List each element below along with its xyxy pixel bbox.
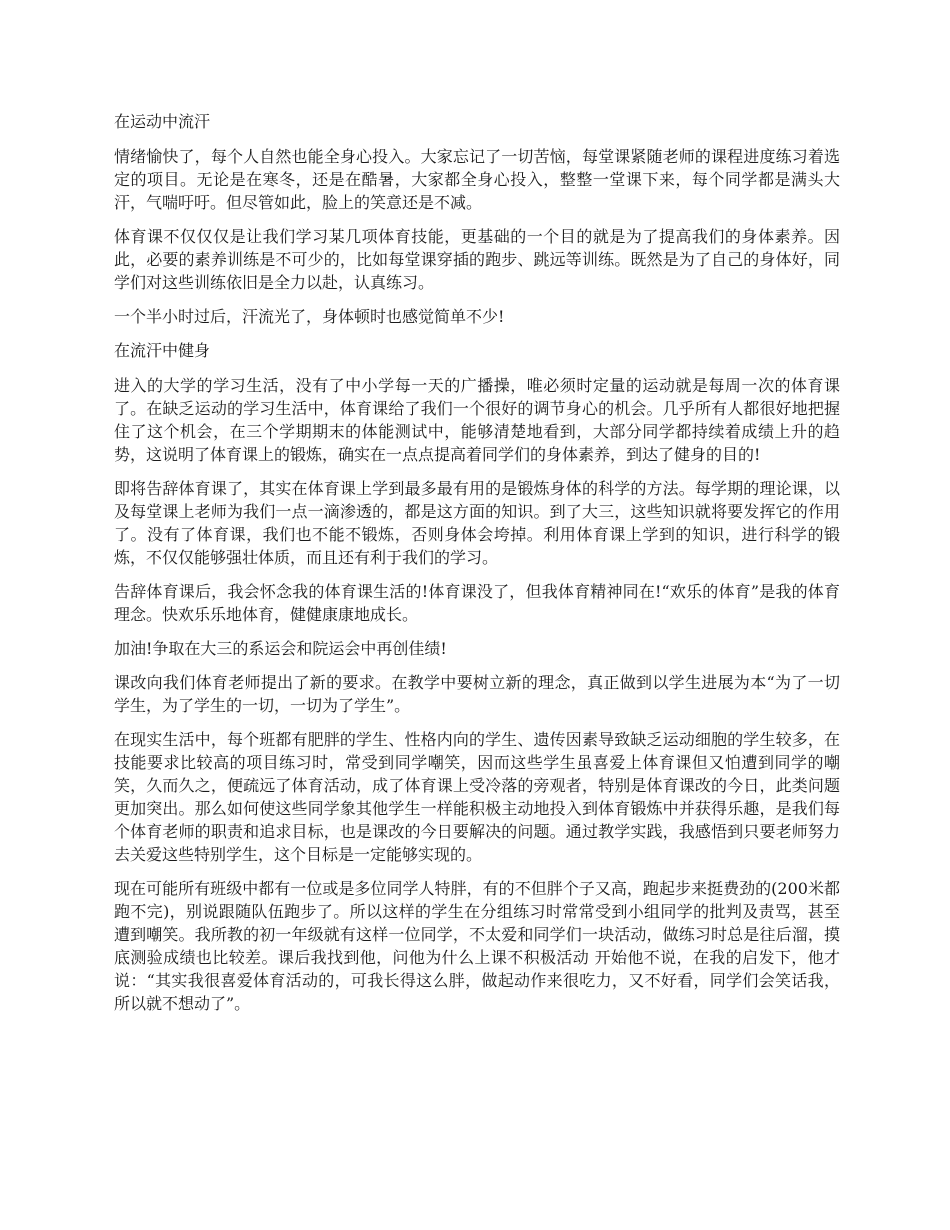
- paragraph: 进入的大学的学习生活，没有了中小学每一天的广播操，唯必须时定量的运动就是每周一次的体育课了。在缺乏运动的学习生活中，体育课给了我们一个很好的调节身心的机会。几乎所有人都很好地把握住了这个机会，在三个学期期末的体能测试中，能够清楚地看到，大部分同学都持续着成绩上升的趋势，这说明了体育课上的锻炼，确实在一点点提高着同学们的身体素养，到达了健身的目的!: [114, 376, 840, 464]
- paragraph: 一个半小时过后，汗流光了，身体顿时也感觉简单不少!: [114, 307, 505, 326]
- paragraph: 加油!争取在大三的系运会和院运会中再创佳绩!: [114, 639, 447, 658]
- paragraph: 即将告辞体育课了，其实在体育课上学到最多最有用的是锻炼身体的科学的方法。每学期的理论课，以及每堂课上老师为我们一点一滴渗透的，都是这方面的知识。到了大三，这些知识就将要发挥它的作用了。没有了体育课，我们也不能不锻炼，否则身体会垮掉。利用体育课上学到的知识，进行科学的锻炼，不仅仅能够强壮体质，而且还有利于我们的学习。: [114, 479, 840, 567]
- paragraph: 体育课不仅仅仅是让我们学习某几项体育技能，更基础的一个目的就是为了提高我们的身体素养。因此，必要的素养训练是不可少的，比如每堂课穿插的跑步、跳远等训练。既然是为了自己的身体好，同学们对这些训练依旧是全力以赴，认真练习。: [114, 227, 840, 292]
- paragraph: 告辞体育课后，我会怀念我的体育课生活的!体育课没了，但我体育精神同在!“欢乐的体育”是我的体育理念。快欢乐乐地体育，健健康康地成长。: [114, 582, 840, 624]
- paragraph: 情绪愉快了，每个人自然也能全身心投入。大家忘记了一切苦恼，每堂课紧随老师的课程进度练习着选定的项目。无论是在寒冬，还是在酷暑，大家都全身心投入，整整一堂课下来，每个同学都是满头大汗，气喘吁吁。但尽管如此，脸上的笑意还是不减。: [114, 147, 840, 212]
- paragraph: 在现实生活中，每个班都有肥胖的学生、性格内向的学生、遗传因素导致缺乏运动细胞的学生较多，在技能要求比较高的项目练习时，常受到同学嘲笑，因而这些学生虽喜爱上体育课但又怕遭到同学的嘲笑，久而久之，便疏远了体育活动，成了体育课上受冷落的旁观者，特别是体育课改的今日，此类问题更加突出。那么如何使这些同学象其他学生一样能积极主动地投入到体育锻炼中并获得乐趣，是我们每个体育老师的职责和追求目标，也是课改的今日要解决的问题。通过教学实践，我感悟到只要老师努力去关爱这些特别学生，这个目标是一定能够实现的。: [114, 730, 840, 864]
- paragraph: 现在可能所有班级中都有一位或是多位同学人特胖，有的不但胖个子又高，跑起步来挺费劲的(200米都跑不完)，别说跟随队伍跑步了。所以这样的学生在分组练习时常常受到小组同学的批判及责骂，甚至遭到嘲笑。我所教的初一年级就有这样一位同学，不太爱和同学们一块活动，做练习时总是往后溜，摸底测验成绩也比较差。课后我找到他，问他为什么上课不积极活动 开始他不说，在我的启发下，他才说：“其实我很喜爱体育活动的，可我长得这么胖，做起动作来很吃力，又不好看，同学们会笑话我，所以就不想动了”。: [114, 879, 840, 1013]
- section-heading-fitness-in-sweat: 在流汗中健身: [114, 341, 211, 360]
- paragraph: 课改向我们体育老师提出了新的要求。在教学中要树立新的理念，真正做到以学生进展为本“为了一切学生，为了学生的一切，一切为了学生”。: [114, 673, 840, 715]
- section-heading-sweat-in-sport: 在运动中流汗: [114, 112, 211, 131]
- document-body: [114, 110, 840, 1026]
